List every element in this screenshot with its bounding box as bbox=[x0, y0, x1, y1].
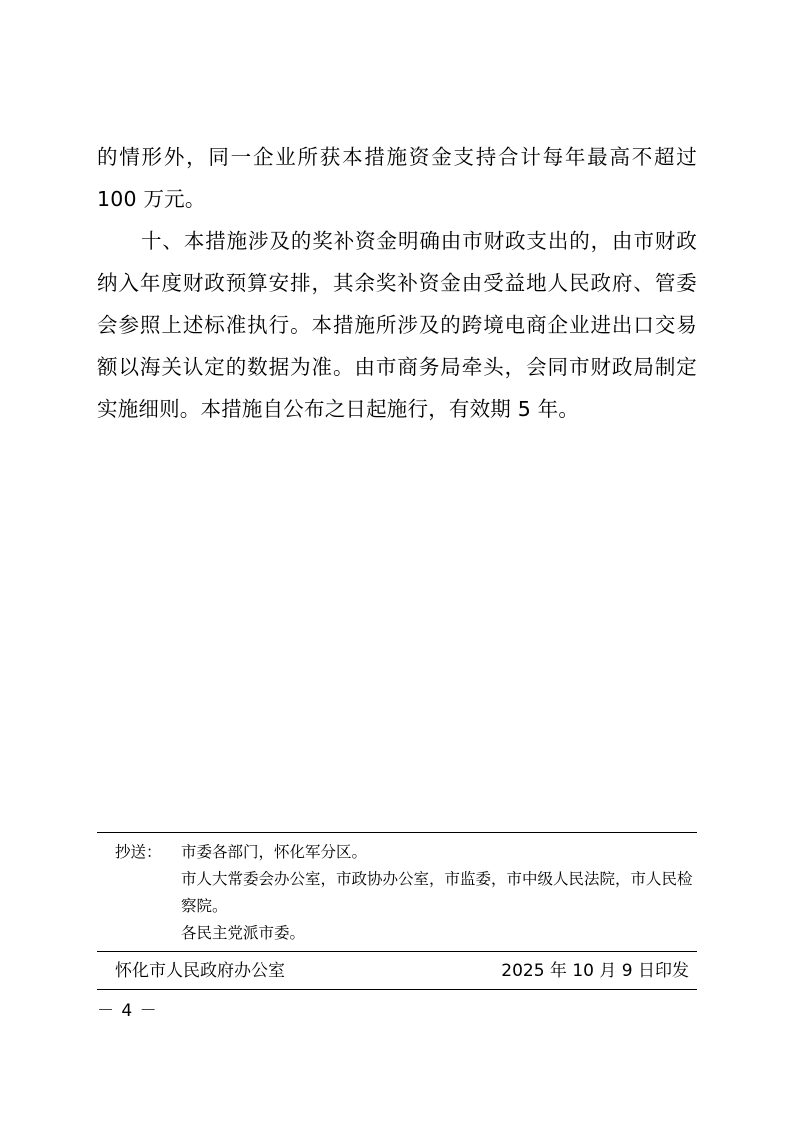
paragraph-continued: 的情形外，同一企业所获本措施资金支持合计每年最高不超过 100 万元。 bbox=[97, 145, 697, 211]
paragraph-article-ten: 十、本措施涉及的奖补资金明确由市财政支出的，由市财政纳入年度财政预算安排，其余奖补资金由受益地人民政府、管委会参照上述标准执行。本措施所涉及的跨境电商企业进出口交易额以海关认定的数据为准。由市商务局牵头，会同市财政局制定实施细则。本措施自公布之日起施行，有效期 5 年。 bbox=[97, 229, 697, 421]
footer-bottom-divider bbox=[97, 989, 697, 990]
issuer-row bbox=[97, 952, 697, 989]
cc-list bbox=[97, 833, 697, 951]
cc-line: 各民主党派市委。 bbox=[181, 924, 306, 942]
document-footer bbox=[97, 832, 697, 990]
cc-line: 市委各部门，怀化军分区。 bbox=[181, 843, 368, 861]
cc-row bbox=[97, 920, 697, 947]
page-number: － 4 － bbox=[97, 1001, 158, 1021]
document-body bbox=[97, 136, 697, 430]
cc-line: 市人大常委会办公室，市政协办公室，市监委，市中级人民法院，市人民检察院。 bbox=[181, 870, 693, 915]
issuer-name: 怀化市人民政府办公室 bbox=[115, 961, 285, 981]
cc-label: 抄送： bbox=[115, 843, 162, 861]
cc-row bbox=[97, 839, 697, 866]
issue-date: 2025 年 10 月 9 日印发 bbox=[501, 961, 689, 981]
cc-row bbox=[97, 866, 697, 920]
